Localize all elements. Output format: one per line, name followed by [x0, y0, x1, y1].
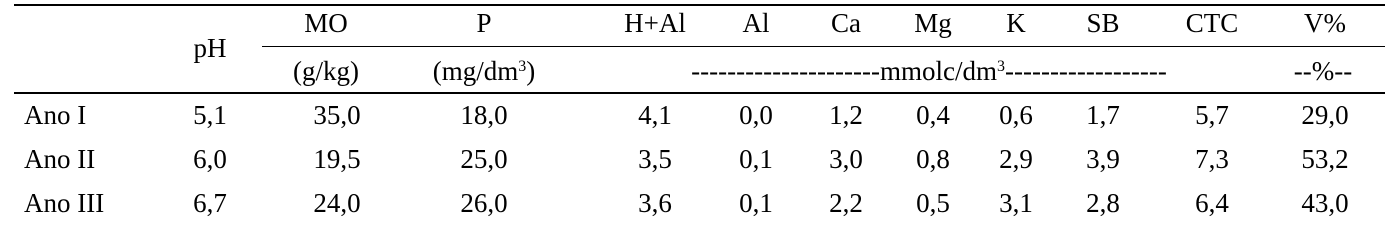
cell-h-al: 3,5	[638, 144, 672, 174]
cell-ca: 2,2	[829, 188, 863, 218]
cell-h-al: 3,6	[638, 188, 672, 218]
cell-ctc: 5,7	[1195, 100, 1229, 130]
cell-ph: 6,0	[193, 144, 227, 174]
cell-sb: 2,8	[1086, 188, 1120, 218]
cell-mo: 19,5	[313, 144, 361, 174]
cell-k: 0,6	[999, 100, 1033, 130]
top-rule	[14, 4, 1385, 6]
cell-mg: 0,4	[916, 100, 950, 130]
unit-p	[433, 56, 536, 86]
cell-p: 25,0	[460, 144, 508, 174]
cell-sb: 3,9	[1086, 144, 1120, 174]
unit-mo: (g/kg)	[293, 56, 359, 86]
unit-p-sup: 3	[518, 58, 527, 75]
cell-k: 2,9	[999, 144, 1033, 174]
cell-ph: 5,1	[193, 100, 227, 130]
cell-sb: 1,7	[1086, 100, 1120, 130]
cell-ca: 1,2	[829, 100, 863, 130]
cell-p: 26,0	[460, 188, 508, 218]
unit-mmolc	[691, 56, 1167, 86]
unit-mmolc-sup: 3	[996, 58, 1005, 75]
cell-al: 0,1	[739, 188, 773, 218]
cell-al: 0,0	[739, 100, 773, 130]
header-v: V%	[1304, 8, 1346, 38]
cell-v: 53,2	[1301, 144, 1349, 174]
header-ca: Ca	[831, 8, 861, 38]
unit-p-close: )	[526, 56, 536, 86]
unit-p-base: (mg/dm	[432, 56, 519, 86]
header-p: P	[476, 8, 492, 38]
cell-mg: 0,8	[916, 144, 950, 174]
cell-k: 3,1	[999, 188, 1033, 218]
cell-mo: 35,0	[313, 100, 361, 130]
header-bottom-rule	[14, 92, 1385, 94]
cell-ph: 6,7	[193, 188, 227, 218]
header-sb: SB	[1086, 8, 1120, 38]
cell-al: 0,1	[739, 144, 773, 174]
cell-ca: 3,0	[829, 144, 863, 174]
header-mg: Mg	[914, 8, 952, 38]
header-ph: pH	[193, 33, 227, 63]
unit-mmolc-tail: ------------------	[1004, 56, 1167, 86]
cell-p: 18,0	[460, 100, 508, 130]
header-ctc: CTC	[1185, 8, 1239, 38]
header-al: Al	[742, 8, 770, 38]
unit-mmolc-base: ---------------------mmolc/dm	[691, 56, 997, 86]
row-label: Ano II	[24, 144, 96, 174]
cell-mo: 24,0	[313, 188, 361, 218]
row-label: Ano I	[24, 100, 87, 130]
row-label: Ano III	[24, 188, 105, 218]
unit-v: --%--	[1293, 56, 1353, 86]
header-k: K	[1006, 8, 1026, 38]
cell-mg: 0,5	[916, 188, 950, 218]
cell-ctc: 7,3	[1195, 144, 1229, 174]
cell-ctc: 6,4	[1195, 188, 1229, 218]
header-sub-rule	[262, 46, 1385, 47]
header-h-al: H+Al	[624, 8, 686, 38]
cell-h-al: 4,1	[638, 100, 672, 130]
header-mo: MO	[304, 8, 348, 38]
cell-v: 29,0	[1301, 100, 1349, 130]
cell-v: 43,0	[1301, 188, 1349, 218]
